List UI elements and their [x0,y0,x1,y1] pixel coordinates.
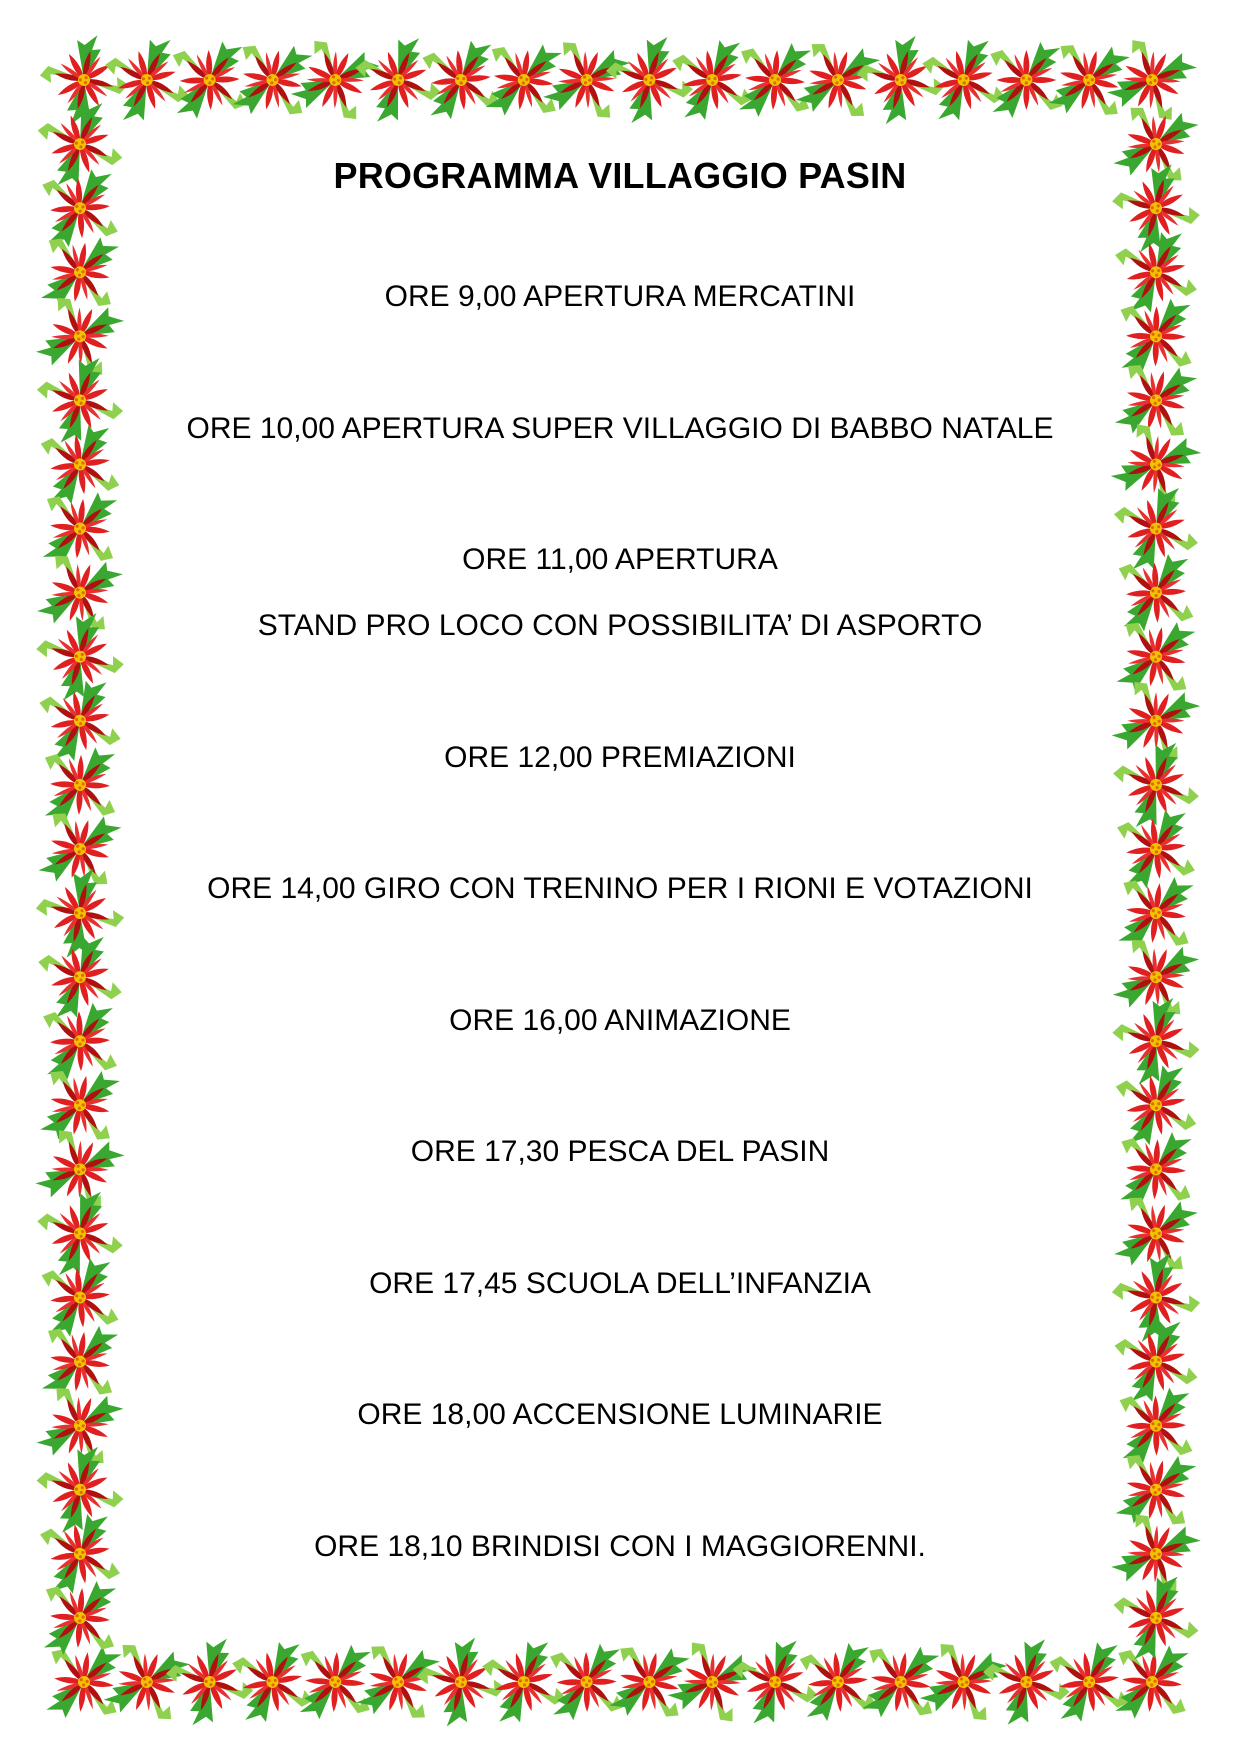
schedule-item: ORE 18,10 BRINDISI CON I MAGGIORENNI. [314,1530,926,1563]
schedule-item: ORE 17,30 PESCA DEL PASIN [410,1135,830,1168]
schedule-item: ORE 14,00 GIRO CON TRENINO PER I RIONI E VOTAZIONI [207,872,1033,905]
poinsettia-icon [1118,553,1194,633]
program-title: PROGRAMMA VILLAGGIO PASIN [333,155,907,196]
poinsettia-icon [1106,1247,1206,1348]
schedule-item: ORE 18,00 ACCENSIONE LUMINARIE [357,1398,883,1431]
poinsettia-icon [1119,298,1192,375]
poinsettia-icon [44,1640,125,1724]
poinsettia-icon [1106,414,1206,515]
poinsettia-icon [33,1185,127,1281]
schedule-item: ORE 16,00 ANIMAZIONE [449,1004,791,1037]
schedule-item: ORE 17,45 SCUOLA DELL’INFANZIA [369,1267,871,1300]
poinsettia-icon [30,862,130,964]
poinsettia-icon [1110,1570,1203,1665]
poinsettia-icon [1107,158,1206,258]
schedule-item: ORE 12,00 PREMIAZIONI [444,741,796,774]
poinsettia-icon [31,1119,129,1219]
poinsettia-icon [1107,992,1204,1091]
poinsettia-icon [31,607,129,707]
poinsettia-icon [1107,1504,1206,1604]
poinsettia-icon [43,1002,118,1080]
poinsettia-icon [1109,737,1203,834]
poinsettia-icon [32,1440,129,1539]
poinsettia-icon [1111,354,1200,446]
poinsettia-icon [38,229,122,316]
poinsettia-icon [32,352,127,449]
poinsettia-icon [40,1256,120,1339]
schedule-item: ORE 9,00 APERTURA MERCATINI [384,280,856,313]
poinsettia-icon [1113,613,1198,701]
poinsettia-icon [1118,1130,1194,1210]
schedule-item: STAND PRO LOCO CON POSSIBILITA’ DI ASPORTO [257,609,983,642]
poinsettia-icon [41,168,118,249]
poinsettia-icon [41,1578,118,1659]
poinsettia-icon [43,746,118,824]
program-content [130,0,1110,1754]
schedule-item: ORE 10,00 APERTURA SUPER VILLAGGIO DI BABBO NATALE [186,412,1054,445]
schedule-item: ORE 11,00 APERTURA [462,543,778,576]
poinsettia-icon [1102,30,1201,131]
poinsettia-icon [1119,1387,1192,1464]
poinsettia-icon [39,1319,121,1404]
poinsettia-icon [1112,1445,1199,1535]
poinsettia-icon [1110,482,1201,576]
poinsettia-icon [1116,871,1197,955]
poinsettia-icon [40,487,120,570]
poinsettia-icon [37,1061,123,1150]
